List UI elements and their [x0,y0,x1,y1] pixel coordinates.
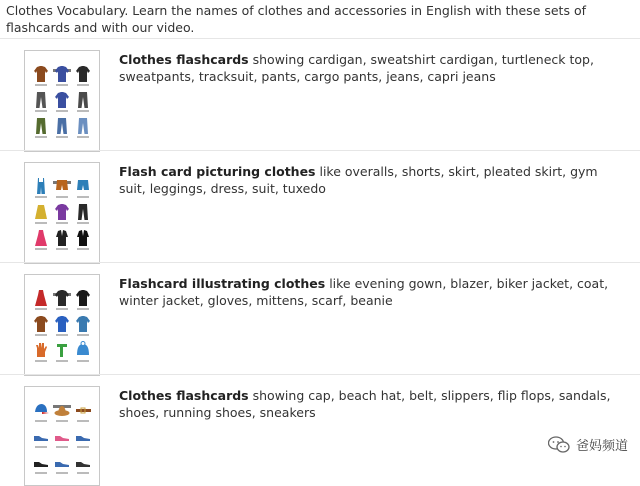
divider [0,374,640,375]
pants-icon [54,117,71,139]
pants-icon [74,117,91,139]
flashcard-items: like overalls, shorts, skirt, pleated skirt, gym suit, leggings, dress, suit, tuxedo [119,164,598,196]
flashcard-description-3 [119,275,619,309]
shoe-icon [74,453,91,475]
flashcard-title: Clothes flashcards [119,388,249,403]
flashcard-description-4 [119,387,619,421]
flashcard-grid [33,177,91,251]
shoe-icon [54,427,71,449]
flashcard-items: like evening gown, blazer, biker jacket, coat, winter jacket, gloves, mittens, scarf, beanie [119,276,609,308]
flashcard-title: Flashcard illustrating clothes [119,276,326,291]
flashcard-description-2 [119,163,619,197]
top-icon [33,315,50,337]
top-icon [54,289,71,311]
shorts-icon [54,177,71,199]
dress-icon [33,229,50,251]
top-icon [54,315,71,337]
shoe-icon [33,453,50,475]
top-icon [74,65,91,87]
scarf-icon [54,341,71,363]
divider [0,150,640,151]
glove-icon [33,341,50,363]
pants-icon [74,203,91,225]
flashcard-grid [33,289,91,363]
flashcard-thumbnail-4[interactable] [24,386,100,486]
watermark-text: 爸妈频道 [575,439,628,454]
flashcard-description-1 [119,51,619,85]
skirt-icon [33,203,50,225]
flashcard-grid [33,65,91,139]
top-icon [54,91,71,113]
suit-icon [74,229,91,251]
flashcard-title: Clothes flashcards [119,52,249,67]
top-icon [54,65,71,87]
top-icon [74,289,91,311]
flashcard-thumbnail-3[interactable] [24,274,100,376]
wechat-watermark [548,435,628,454]
flashcard-grid [33,401,91,475]
top-icon [33,65,50,87]
overalls-icon [33,177,50,199]
divider [0,38,640,39]
cap-icon [33,401,50,423]
suit-icon [54,229,71,251]
flashcard-items: showing cardigan, sweatshirt cardigan, turtleneck top, sweatpants, tracksuit, pants, cargo pants, jeans, capri jeans [119,52,594,84]
wechat-icon [548,436,570,454]
top-icon [54,203,71,225]
pants-icon [33,91,50,113]
flashcard-thumbnail-1[interactable] [24,50,100,152]
beanie-icon [74,341,91,363]
shoe-icon [74,427,91,449]
flashcard-title: Flash card picturing clothes [119,164,316,179]
divider [0,262,640,263]
flashcard-thumbnail-2[interactable] [24,162,100,264]
shorts-icon [74,177,91,199]
intro-text: Clothes Vocabulary. Learn the names of clothes and accessories in English with these sets of flashcards and with our video. [6,3,586,35]
belt-icon [74,401,91,423]
pants-icon [74,91,91,113]
flashcard-items: showing cap, beach hat, belt, slippers, flip flops, sandals, shoes, running shoes, sneakers [119,388,611,420]
dress-icon [33,289,50,311]
shoe-icon [33,427,50,449]
hat-icon [54,401,71,423]
shoe-icon [54,453,71,475]
top-icon [74,315,91,337]
pants-icon [33,117,50,139]
